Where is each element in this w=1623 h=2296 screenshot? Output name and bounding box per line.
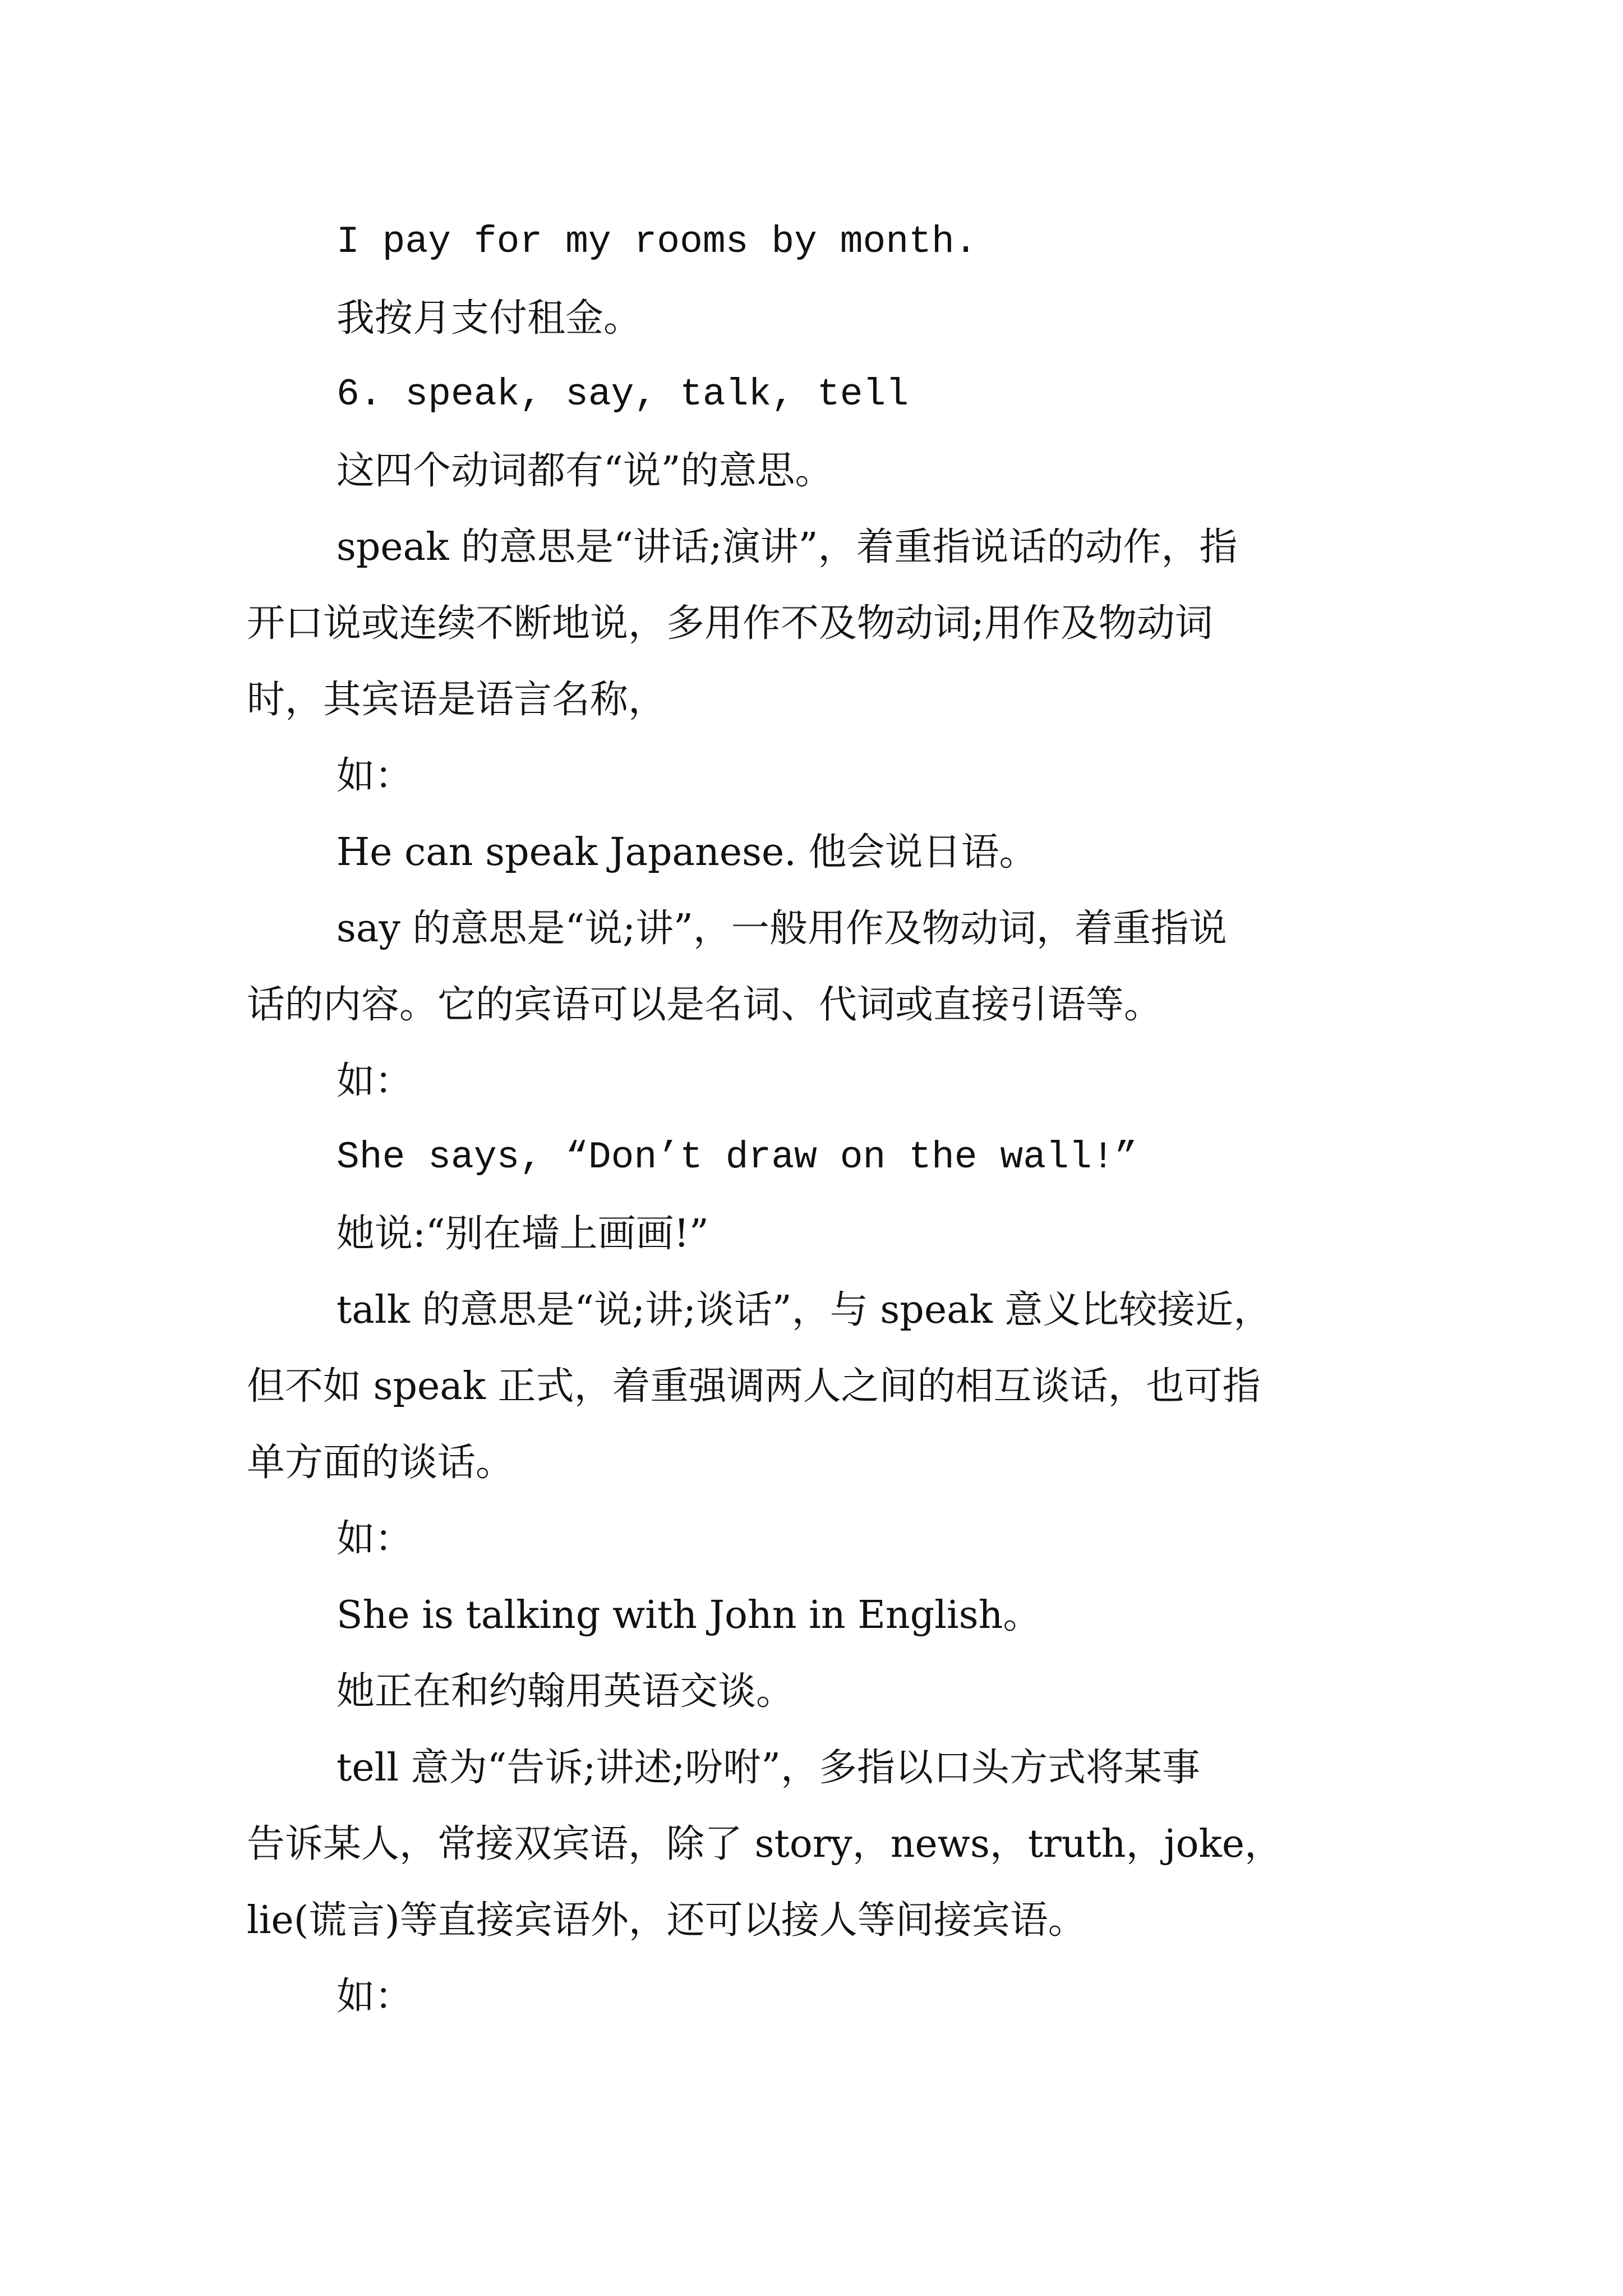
paragraph-line: 时，其宾语是语言名称， xyxy=(247,678,667,722)
paragraph-line: say 的意思是“说;讲”，一般用作及物动词，着重指说 xyxy=(336,907,1227,951)
paragraph-line: 告诉某人，常接双宾语，除了 story，news，truth，joke， xyxy=(247,1822,1283,1866)
example-sentence: She is talking with John in English。 xyxy=(336,1593,1041,1637)
example-sentence: I pay for my rooms by month. xyxy=(336,220,978,264)
paragraph-line: speak 的意思是“讲话;演讲”，着重指说话的动作，指 xyxy=(336,525,1238,569)
paragraph-line: 单方面的谈话。 xyxy=(247,1441,514,1485)
example-label: 如： xyxy=(336,1975,413,2019)
translation: 她正在和约翰用英语交谈。 xyxy=(336,1669,795,1714)
example-label: 如： xyxy=(336,1059,413,1103)
paragraph-line: talk 的意思是“说;讲;谈话”，与 speak 意义比较接近， xyxy=(336,1288,1272,1332)
paragraph-line: tell 意为“告诉;讲述;吩咐”，多指以口头方式将某事 xyxy=(336,1746,1201,1790)
paragraph-line: 这四个动词都有“说”的意思。 xyxy=(336,449,833,493)
section-heading: 6. speak, say, talk, tell xyxy=(336,373,909,416)
example-label: 如： xyxy=(336,1517,413,1561)
paragraph-line: 开口说或连续不断地说，多用作不及物动词;用作及物动词 xyxy=(247,601,1213,646)
paragraph-line: 话的内容。它的宾语可以是名词、代词或直接引语等。 xyxy=(247,983,1163,1027)
translation: 她说:“别在墙上画画!” xyxy=(336,1212,709,1256)
paragraph-line: lie(谎言)等直接宾语外，还可以接人等间接宾语。 xyxy=(247,1898,1086,1943)
example-sentence: She says, “Don’t draw on the wall!” xyxy=(336,1136,1138,1179)
example-sentence: He can speak Japanese. 他会说日语。 xyxy=(336,830,1038,875)
paragraph-line: 但不如 speak 正式，着重强调两人之间的相互谈话，也可指 xyxy=(247,1364,1261,1409)
example-label: 如： xyxy=(336,754,413,798)
translation: 我按月支付租金。 xyxy=(336,296,642,341)
